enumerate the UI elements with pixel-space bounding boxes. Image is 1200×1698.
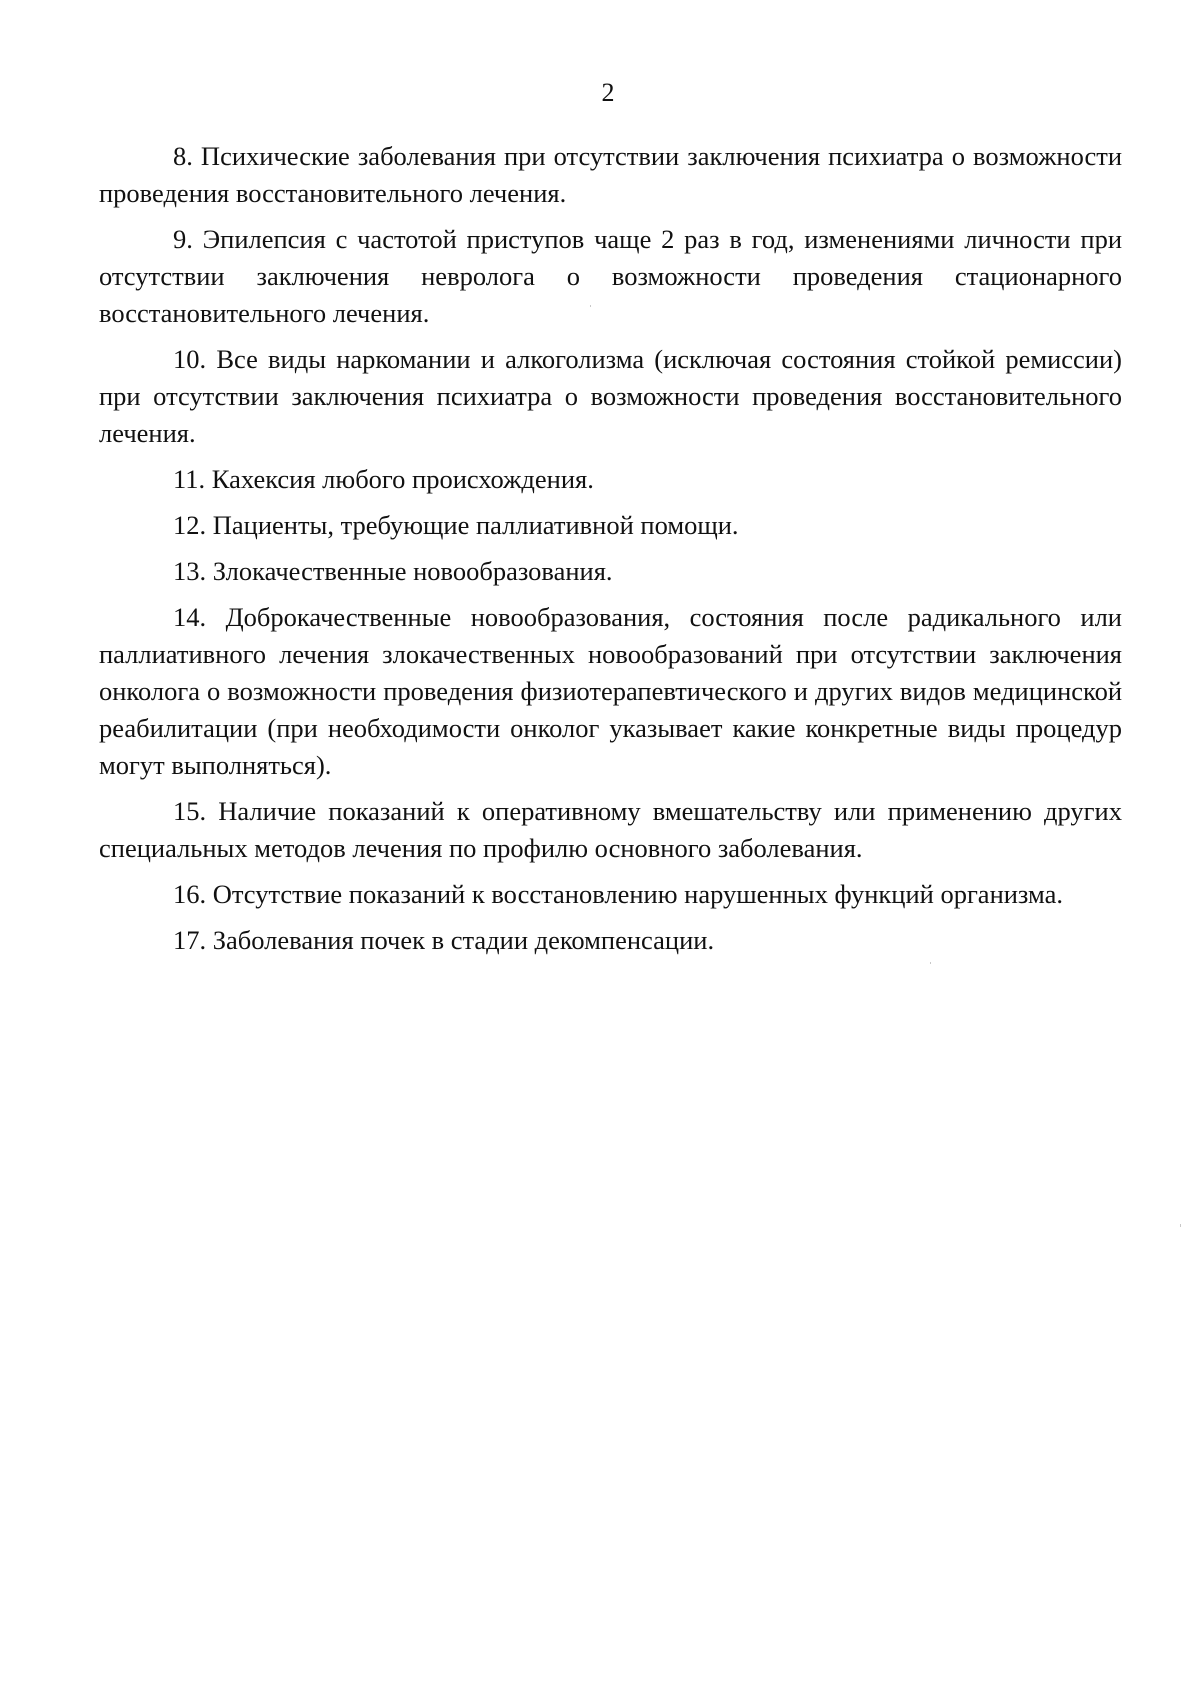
list-item-14: 14. Доброкачественные новообразования, состояния после радикального или паллиативного лечения злокачественных новообразований при отсутствии заключения онколога о возможности проведения физиотерапевтического и других видов медицинской реабилитации (при необходимости онколог указывает какие конкретные виды процедур могут выполняться).	[99, 602, 1122, 780]
page-number: 2	[601, 78, 615, 107]
scan-speck	[930, 962, 931, 964]
scan-speck	[590, 305, 591, 307]
list-item-11: 11. Кахексия любого происхождения.	[173, 464, 594, 494]
list-item-13: 13. Злокачественные новообразования.	[173, 556, 613, 586]
scan-speck	[1180, 1224, 1181, 1227]
list-item-15: 15. Наличие показаний к оперативному вмешательству или применению других специальных методов лечения по профилю основного заболевания.	[99, 796, 1122, 863]
list-item-8: 8. Психические заболевания при отсутствии заключения психиатра о возможности проведения восстановительного лечения.	[99, 141, 1122, 208]
list-item-16: 16. Отсутствие показаний к восстановлению нарушенных функций организма.	[173, 879, 1064, 909]
list-item-9: 9. Эпилепсия с частотой приступов чаще 2 раз в год, изменениями личности при отсутствии заключения невролога о возможности проведения стационарного восстановительного лечения.	[99, 224, 1122, 328]
list-item-12: 12. Пациенты, требующие паллиативной помощи.	[173, 510, 739, 540]
list-item-17: 17. Заболевания почек в стадии декомпенсации.	[173, 925, 715, 955]
contraindications-list	[99, 138, 1122, 968]
list-item-10: 10. Все виды наркомании и алкоголизма (исключая состояния стойкой ремиссии) при отсутствии заключения психиатра о возможности проведения восстановительного лечения.	[99, 344, 1122, 448]
